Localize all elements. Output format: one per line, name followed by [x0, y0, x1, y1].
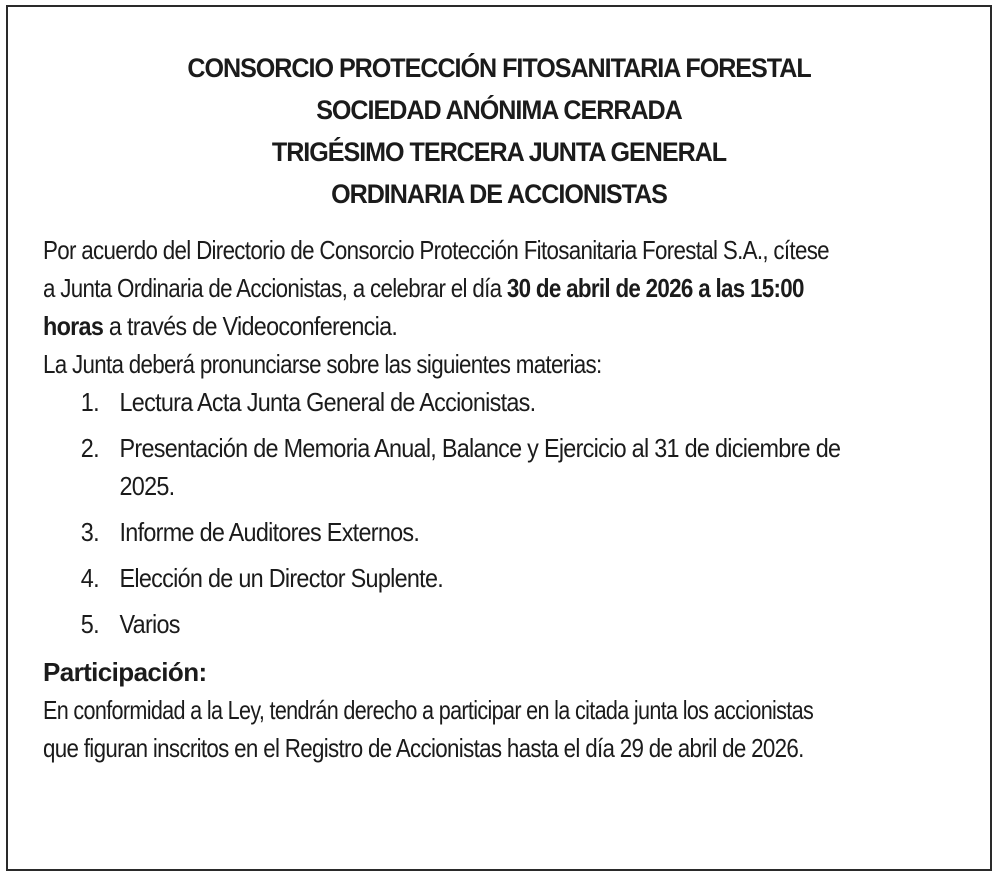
agenda-item-text: Varios [119, 609, 180, 639]
intro-line-1: Por acuerdo del Directorio de Consorcio Protección Fitosanitaria Forestal S.A., cítese [43, 235, 829, 265]
notice-title [8, 47, 990, 215]
meeting-notice [6, 5, 992, 871]
agenda-list [43, 383, 983, 643]
agenda-item-text: Presentación de Memoria Anual, Balance y Ejercicio al 31 de diciembre de [119, 433, 841, 463]
meeting-hours-word: horas [43, 311, 104, 341]
agenda-item [43, 513, 889, 551]
participation-line-2: que figuran inscritos en el Registro de Accionistas hasta el día 29 de abril de 2026. [43, 733, 804, 763]
title-line-company: CONSORCIO PROTECCIÓN FITOSANITARIA FORESTAL [187, 53, 811, 83]
agenda-item [43, 383, 889, 421]
title-line-shareholders: ORDINARIA DE ACCIONISTAS [331, 179, 667, 209]
agenda-item [43, 605, 889, 643]
participation-heading: Participación: [43, 657, 207, 687]
intro-line-3 [43, 307, 889, 345]
agenda-item-number: 1. [80, 387, 99, 417]
agenda-item [43, 559, 889, 597]
agenda-item-number: 5. [80, 609, 99, 639]
agenda-item-text: Informe de Auditores Externos. [119, 517, 420, 547]
agenda-item-number: 4. [80, 563, 99, 593]
meeting-venue: a través de Videoconferencia. [103, 311, 398, 341]
intro-text: a Junta Ordinaria de Accionistas, a celebrar el día [43, 273, 507, 303]
intro-line-2 [43, 269, 851, 307]
title-line-meeting: TRIGÉSIMO TERCERA JUNTA GENERAL [271, 137, 727, 167]
agenda-item-text: Lectura Acta Junta General de Accionistas. [119, 387, 536, 417]
meeting-date-time: 30 de abril de 2026 a las 15:00 [506, 273, 804, 303]
notice-body [43, 231, 983, 767]
agenda-intro: La Junta deberá pronunciarse sobre las siguientes materias: [43, 349, 602, 379]
agenda-item-text: Elección de un Director Suplente. [119, 563, 444, 593]
agenda-item-continuation: 2025. [119, 471, 175, 501]
agenda-item-number: 3. [80, 517, 99, 547]
agenda-item-number: 2. [80, 433, 99, 463]
agenda-item [43, 429, 889, 505]
participation-line-1: En conformidad a la Ley, tendrán derecho a participar en la citada junta los accionistas [43, 695, 814, 725]
title-line-company-type: SOCIEDAD ANÓNIMA CERRADA [316, 95, 682, 125]
